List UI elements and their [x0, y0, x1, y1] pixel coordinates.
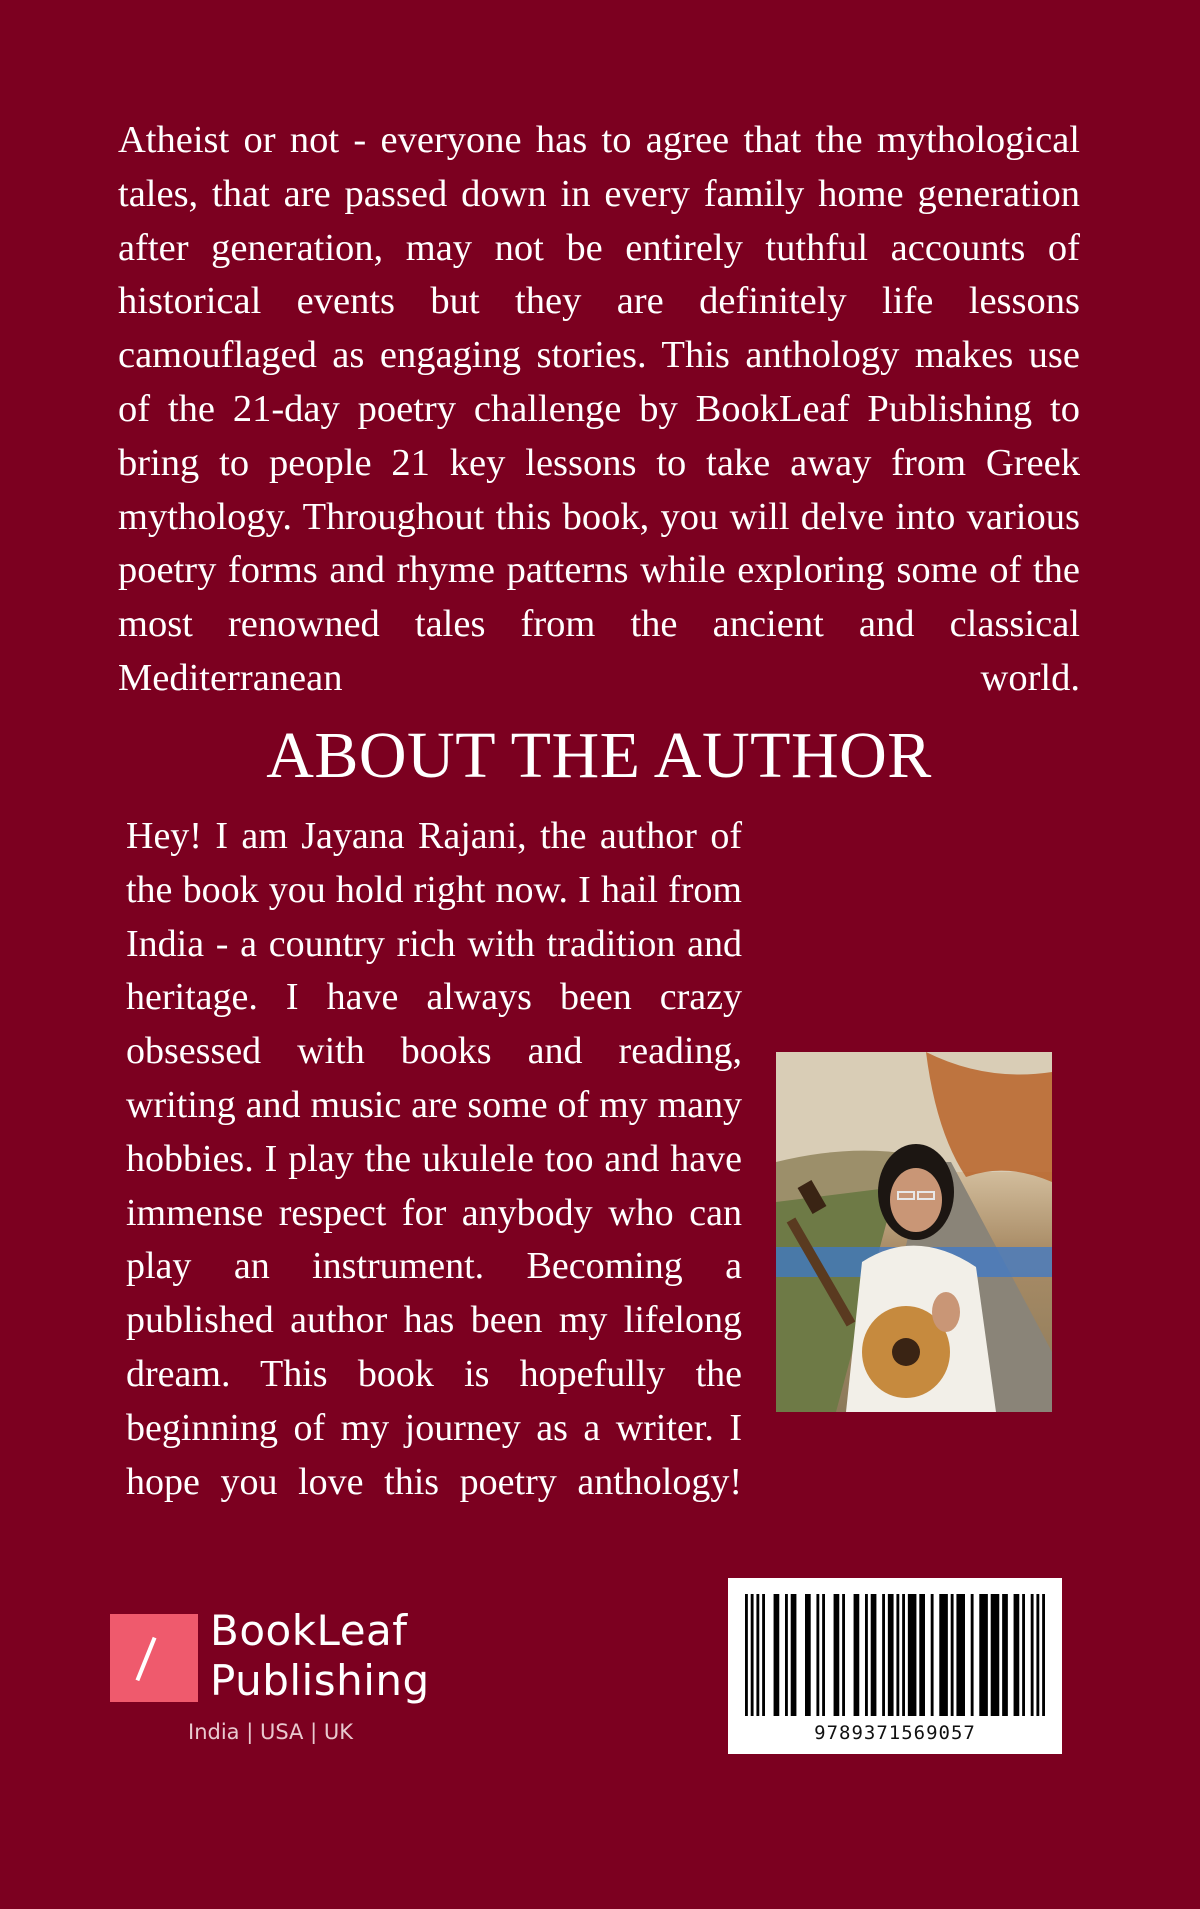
publisher-logo-icon [110, 1614, 198, 1702]
barcode-bar [882, 1594, 885, 1716]
barcode-bar [991, 1594, 1000, 1716]
barcode-bar [816, 1594, 819, 1716]
barcode-bar [774, 1594, 780, 1716]
about-author-heading: ABOUT THE AUTHOR [266, 719, 932, 792]
barcode-bar [951, 1594, 954, 1716]
barcode-bar [939, 1594, 948, 1716]
barcode-bar [834, 1594, 840, 1716]
barcode-bar [956, 1594, 965, 1716]
barcode-bar [1002, 1594, 1008, 1716]
barcode-bar [1022, 1594, 1025, 1716]
barcode-bar [888, 1594, 894, 1716]
barcode-bar [871, 1594, 877, 1716]
publisher-logo [110, 1606, 460, 1762]
isbn-number: 9789371569057 [814, 1722, 976, 1744]
back-cover-blurb: Atheist or not - everyone has to agree that the mythological tales, that are passed down in every family home generation after generation, may not be entirely tuthful accounts of historical events but they are definitely life lessons camouflaged as engaging stories. This anthology makes use of the 21-day poetry challenge by BookLeaf Publishing to bring to people 21 key lessons to take away from Greek mythology. Throughout this book, you will delve into various poetry forms and rhyme patterns while exploring some of the most renowned tales from the ancient and classical Mediterranean world. [118, 119, 1080, 699]
barcode-bar [842, 1594, 845, 1716]
barcode-bar [1014, 1594, 1020, 1716]
publisher-name [210, 1606, 430, 1706]
barcode-bar [979, 1594, 988, 1716]
barcode-bar [762, 1594, 765, 1716]
publisher-name-line2: Publishing [210, 1656, 430, 1705]
barcode-bar [931, 1594, 934, 1716]
barcode-bar [1036, 1594, 1039, 1716]
barcode-bar [865, 1594, 868, 1716]
barcode-bar [919, 1594, 925, 1716]
barcode-bar [805, 1594, 811, 1716]
barcode-bar [902, 1594, 905, 1716]
barcode-bar [745, 1594, 748, 1716]
author-photo [776, 1052, 1052, 1412]
barcode-bar [785, 1594, 788, 1716]
barcode-bar [854, 1594, 860, 1716]
barcode-bar [1031, 1594, 1034, 1716]
barcode-bar [908, 1594, 917, 1716]
barcode-bar [822, 1594, 825, 1716]
barcode-bar [971, 1594, 974, 1716]
barcode-bar [896, 1594, 899, 1716]
barcode-bar [756, 1594, 759, 1716]
publisher-name-line1: BookLeaf [210, 1606, 408, 1655]
barcode-bar [791, 1594, 797, 1716]
author-bio: Hey! I am Jayana Rajani, the author of the book you hold right now. I hail from India - a country rich with tradition and heritage. I have always been crazy obsessed with books and reading, writing and music are some of my many hobbies. I play the ukulele too and have immense respect for anybody who can play an instrument. Becoming a published author has been my lifelong dream. This book is hopefully the beginning of my journey as a writer. I hope you love this poetry anthology! [126, 815, 742, 1503]
isbn-barcode [728, 1578, 1062, 1754]
barcode-bar [1042, 1594, 1045, 1716]
barcode-bar [751, 1594, 754, 1716]
publisher-locations: India | USA | UK [188, 1720, 353, 1744]
barcode-bars [745, 1594, 1045, 1716]
